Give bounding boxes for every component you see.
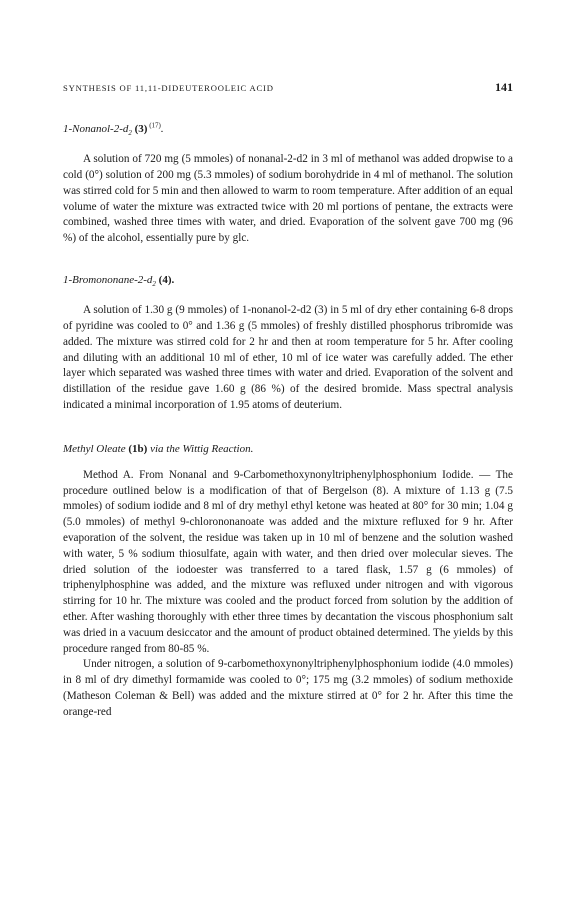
paragraph: Under nitrogen, a solution of 9-carbomethoxynonyltriphenylphosphonium iodide (4.0 mmoles) in 8 ml of dry dimethyl formamide was cooled to 0°; 175 mg (3.2 mmoles) of sodium methoxide (Matheson Coleman & Bell) was added and the mixture stirred at 0° for 2 hr. After this time the orange-red (63, 658, 513, 718)
page-content (63, 80, 513, 720)
heading-end: . (160, 123, 164, 135)
heading-text: 1-Bromononane-2-d (63, 273, 153, 286)
heading-subscript: 2 (128, 129, 132, 138)
paragraph: A solution of 720 mg (5 mmoles) of nonanal-2-d2 in 3 ml of methanol was added dropwise to a cold (0°) solution of 200 mg (5.3 mmoles) of sodium borohydride in 4 ml of methanol. The solution was stirred cold for 5 min and then allowed to warm to room temperature. After addition of an equal volume of water the mixture was extracted twice with 20 ml portions of pentane, the extracts were combined, washed three times with water, and dried. Evaporation of the solvent gave 700 mg (96 %) of the alcohol, essentially pure by glc. (63, 153, 513, 245)
heading-text: 1-Nonanol-2-d (63, 123, 129, 135)
paragraph: A solution of 1.30 g (9 mmoles) of 1-nonanol-2-d2 (3) in 5 ml of dry ether containing 6-8 drops of pyridine was cooled to 0° and 1.36 g (5 mmoles) of freshly distilled phosphorus tribromide was added. The mixture was stirred cold for 2 hr and then at room temperature for 5 hr. After cooling and diluting with an additional 10 ml of ether, 10 ml of ice water was carefully added. The ether layer which separated was washed three times with water and dried. Evaporation of the solvent and distillation of the residue gave 1.60 g (86 %) of the desired bromide. Mass spectral analysis indicated a minimal incorporation of 1.95 atoms of deuterium. (63, 304, 513, 411)
running-head (63, 80, 513, 100)
section-heading-nonanol (63, 122, 513, 140)
reference-superscript: (17) (147, 121, 161, 130)
paragraph: Method A. From Nonanal and 9-Carbomethoxynonyltriphenylphosphonium Iodide. — The procedure outlined below is a modification of that of Bergelson (8). A mixture of 1.13 g (7.5 mmoles) of sodium iodide and 8 ml of dry methyl ethyl ketone was heated at 80° for 30 min; 1.04 g (5.0 mmoles) of methyl 9-chlorononanoate was added and the mixture refluxed for 9 hr. After evaporation of the solvent, the residue was taken up in 10 ml of benzene and the solution washed with water, 5 % sodium thiosulfate, again with water, and then dried over molecular sieves. The dried solution of the iodoester was transferred to a tared flask, 1.57 g (6 mmoles) of triphenylphosphine was added, and the mixture was refluxed under nitrogen and with vigorous stirring for 10 hr. The mixture was cooled and the product forced from solution by the addition of ether. After washing thoroughly with ether three times by decantation the viscous phosphonium salt was dried in a vacuum desiccator and the amount of product obtained determined. The yields by this procedure ranged from 80-85 %. (63, 468, 513, 655)
section-heading-methyl-oleate (63, 442, 513, 456)
compound-number: (3) (131, 123, 148, 135)
heading-subscript: 2 (152, 280, 156, 289)
heading-text: Methyl Oleate (63, 442, 126, 455)
page-number: 141 (495, 80, 513, 94)
section-heading-bromononane (63, 273, 513, 291)
compound-number: (1b) (125, 442, 148, 455)
heading-end: via the Wittig Reaction. (147, 442, 254, 455)
running-title: SYNTHESIS OF 11,11-DIDEUTEROOLEIC ACID (63, 83, 274, 93)
compound-number: (4). (155, 273, 175, 286)
